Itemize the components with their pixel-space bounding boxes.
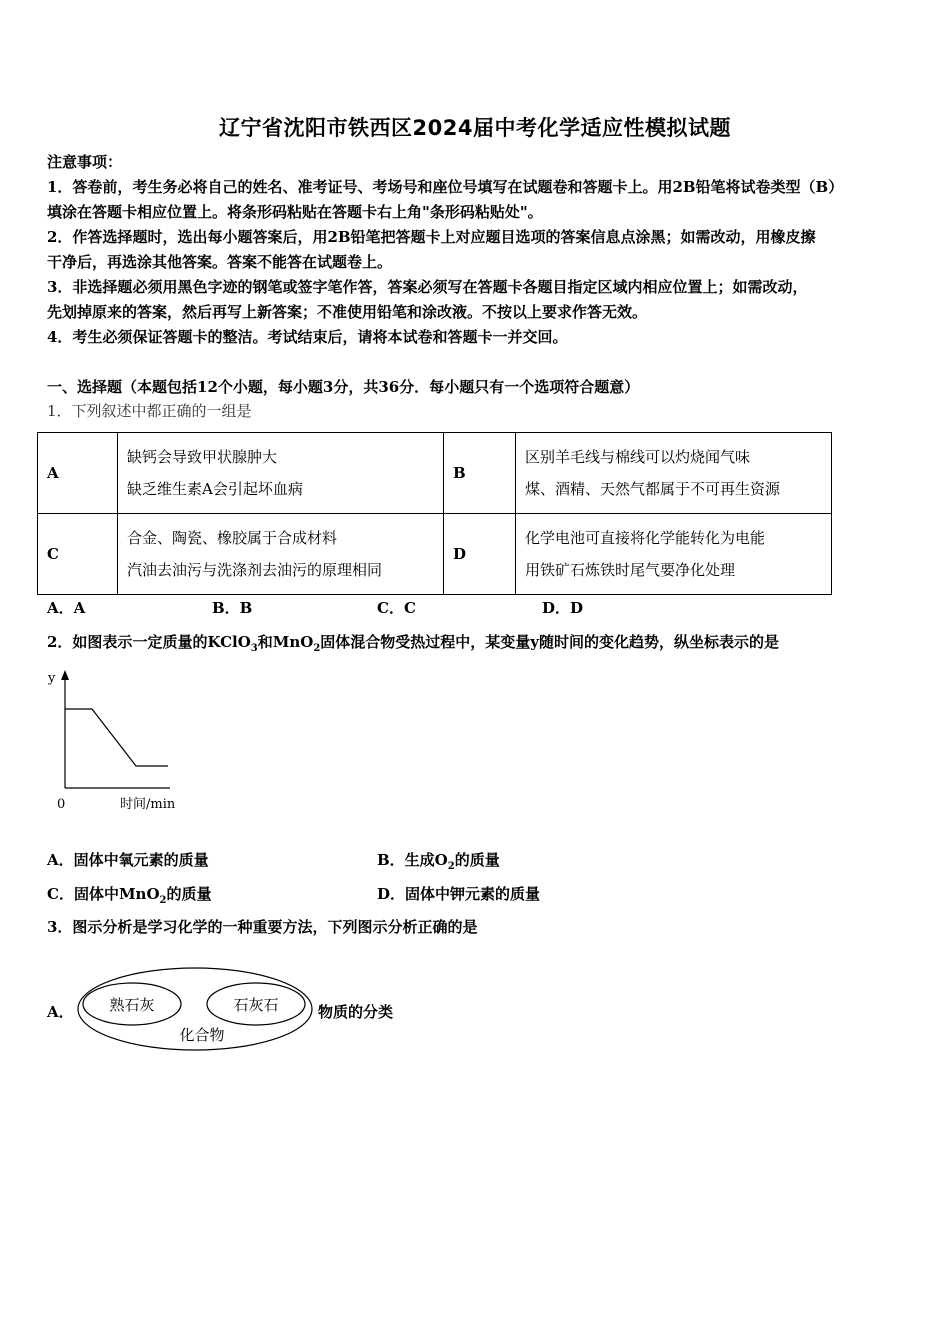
section-heading: 一、选择题（本题包括12个小题，每小题3分，共36分．每小题只有一个选项符合题意） (47, 378, 640, 396)
q2-option-a[interactable]: A．固体中氧元素的质量 (47, 851, 209, 869)
q2-graph (40, 664, 200, 816)
y-axis-label: y (48, 671, 56, 686)
option-label: B (444, 433, 516, 514)
notice-line: 4．考生必须保证答题卡的整洁。考试结束后，请将本试卷和答题卡一并交回。 (47, 328, 568, 346)
notice-line: 干净后，再选涂其他答案。答案不能答在试题卷上。 (47, 253, 393, 271)
slaked-lime-label: 熟石灰 (109, 996, 155, 1014)
q1-options-table (37, 432, 832, 595)
q2-option-c[interactable]: C．固体中MnO$_2$的质量 (47, 885, 212, 906)
y-axis-arrow (61, 670, 69, 680)
option-text (118, 433, 444, 514)
q2-option-b[interactable]: B．生成$O_2$的质量 (377, 851, 500, 872)
q1-option-c[interactable]: C．C (377, 599, 416, 617)
q1-option-d[interactable]: D．D (542, 599, 584, 617)
q3-diagram-caption: 物质的分类 (318, 1003, 394, 1021)
origin-label: 0 (57, 797, 66, 812)
option-label: D (444, 514, 516, 595)
x-axis-label: 时间/min (120, 797, 176, 812)
limestone-label: 石灰石 (233, 996, 279, 1014)
option-line: 合金、陶瓷、橡胶属于合成材料 (127, 529, 338, 547)
q1-option-b[interactable]: B．B (212, 599, 253, 617)
option-line: 区别羊毛线与棉线可以灼烧闻气味 (525, 448, 751, 466)
option-text (516, 433, 832, 514)
option-line: 汽油去油污与洗涤剂去油污的原理相同 (127, 561, 383, 579)
notice-line: 3．非选择题必须用黑色字迹的钢笔或签字笔作答，答案必须写在答题卡各题目指定区域内相应位置上；如需改动， (47, 278, 808, 296)
table-row (38, 433, 832, 514)
option-label: C (38, 514, 118, 595)
notice-heading: 注意事项： (47, 153, 123, 171)
trend-line (65, 709, 168, 766)
notice-line: 先划掉原来的答案，然后再写上新答案；不准使用铅笔和涂改液。不按以上要求作答无效。 (47, 303, 648, 321)
option-text (516, 514, 832, 595)
q3-classification-diagram (74, 962, 320, 1058)
q1-stem: 1．下列叙述中都正确的一组是 (47, 402, 252, 420)
option-line: 用铁矿石炼铁时尾气要净化处理 (525, 561, 736, 579)
option-line: 化学电池可直接将化学能转化为电能 (525, 529, 766, 547)
notice-line: 2．作答选择题时，选出每小题答案后，用2B铅笔把答题卡上对应题目选项的答案信息点涂黑；如需改动，用橡皮擦 (47, 228, 816, 246)
option-line: 煤、酒精、天然气都属于不可再生资源 (525, 480, 781, 498)
page-title: 辽宁省沈阳市铁西区2024届中考化学适应性模拟试题 (219, 116, 731, 140)
q3-stem: 3．图示分析是学习化学的一种重要方法，下列图示分析正确的是 (47, 918, 478, 936)
option-line: 缺乏维生素A会引起坏血病 (127, 480, 303, 498)
notice-line: 1．答卷前，考生务必将自己的姓名、准考证号、考场号和座位号填写在试题卷和答题卡上。用2B铅笔将试卷类型（B） (47, 178, 844, 196)
q1-option-a[interactable]: A．A (47, 599, 86, 617)
table-row (38, 514, 832, 595)
q3-option-a-label[interactable]: A． (47, 1003, 74, 1021)
compound-label: 化合物 (179, 1026, 225, 1044)
q2-stem: 2．如图表示一定质量的KClO$_3$和MnO$_2$固体混合物受热过程中，某变量y随时间的变化趋势，纵坐标表示的是 (47, 633, 780, 654)
option-label: A (38, 433, 118, 514)
option-line: 缺钙会导致甲状腺肿大 (127, 448, 278, 466)
option-text (118, 514, 444, 595)
q2-option-d[interactable]: D．固体中钾元素的质量 (377, 885, 541, 903)
notice-line: 填涂在答题卡相应位置上。将条形码粘贴在答题卡右上角"条形码粘贴处"。 (47, 203, 543, 221)
